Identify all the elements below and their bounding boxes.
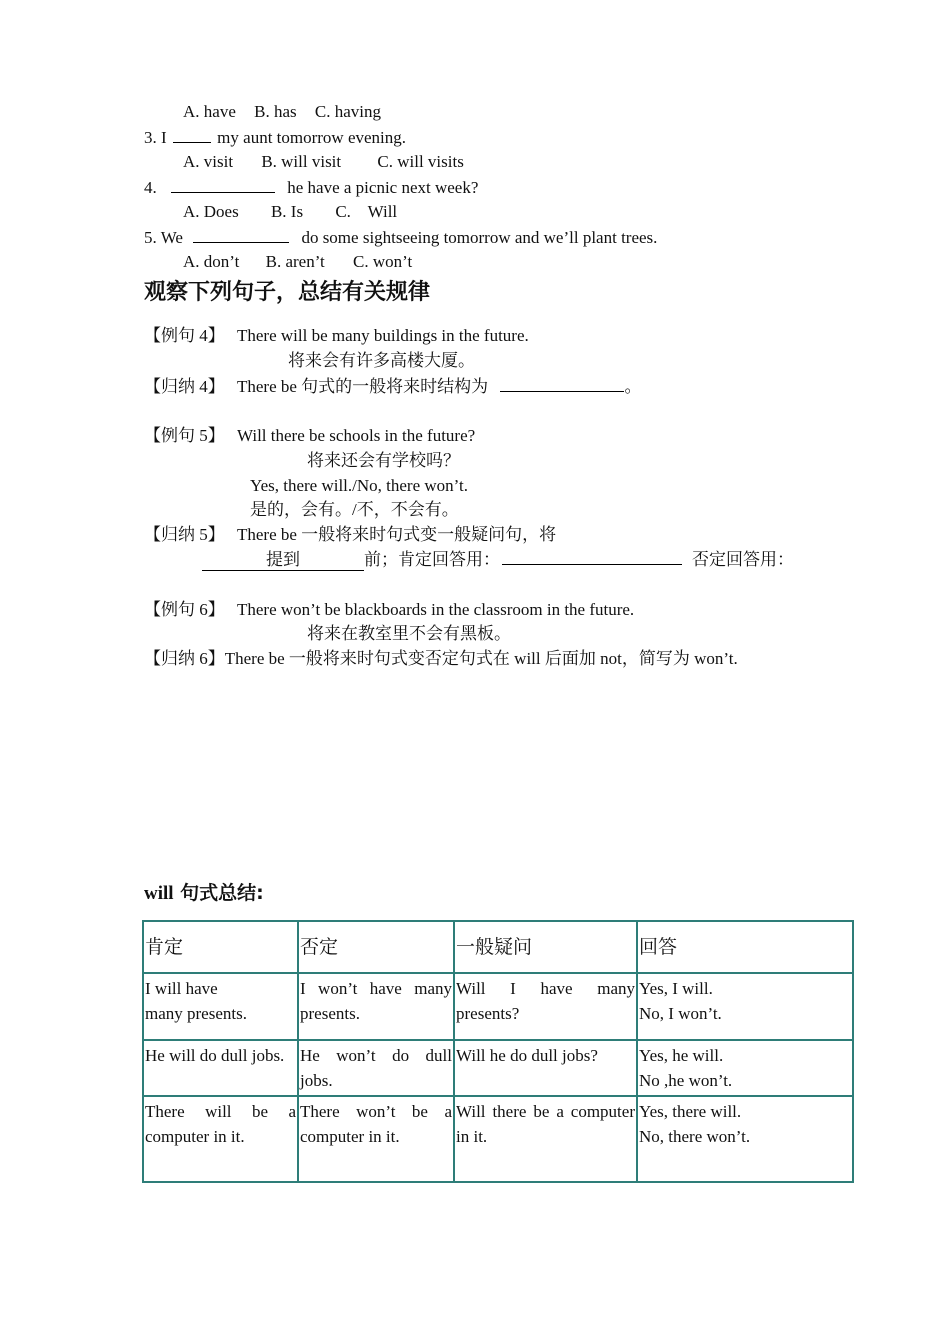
summary-5-mid: 前；肯定回答用： [364,550,500,569]
cell-affirmative: There will be a computer in it. [143,1096,298,1182]
q5-option-c: C. won’t [353,252,413,271]
example-4-zh: 将来会有许多高楼大厦。 [288,351,475,370]
question-5 [144,226,657,249]
question-3 [144,126,406,149]
summary-4-text: There be 句式的一般将来时结构为 [237,377,489,396]
cell-negative: I won’t have many presents. [298,973,454,1040]
example-5-zh: 将来还会有学校吗？ [307,451,460,470]
example-6 [144,599,634,621]
header-affirmative: 肯定 [143,921,298,973]
q3-option-a: A. visit [183,152,234,171]
header-negative: 否定 [298,921,454,973]
q5-option-a: A. don’t [183,252,240,271]
cell-affirmative [143,973,298,1040]
example-5 [144,425,475,447]
q4-blank[interactable] [171,176,275,193]
example-5-answer-en: Yes, there will./No, there won’t. [250,476,468,495]
cell-negative: He won’t do dull jobs. [298,1040,454,1096]
summary-4-blank[interactable] [500,375,624,392]
q2-option-a: A. have [183,102,236,121]
q4-option-b: B. Is [270,202,304,221]
q4-option-a: A. Does [183,202,239,221]
cell-answer [637,1096,853,1182]
q3-options [183,151,464,173]
summary-5-fill[interactable]: 提到 [202,550,364,571]
q2-option-b: B. has [254,102,297,121]
q5-prefix: 5. We [144,228,183,247]
example-5-en: Will there be schools in the future? [237,426,476,445]
summary-5 [144,524,556,546]
section-title: 观察下列句子，总结有关规律 [144,280,431,305]
cell-question: Will he do dull jobs? [454,1040,637,1096]
q5-suffix: do some sightseeing tomorrow and we’ll plant trees. [301,228,658,247]
cell-answer [637,973,853,1040]
summary-title-will: will [144,883,174,904]
q4-option-c: C. Will [335,202,398,221]
cell-line: No, there won’t. [639,1127,751,1146]
header-answer: 回答 [637,921,853,973]
cell-question: Will I have many presents? [454,973,637,1040]
example-5-answer-zh: 是的，会有。/不，不会有。 [250,500,459,519]
cell-negative: There won’t be a computer in it. [298,1096,454,1182]
summary-title-rest: 句式总结: [173,882,264,904]
summary-5-text: There be 一般将来时句式变一般疑问句，将 [237,525,557,544]
q4-suffix: he have a picnic next week? [287,178,479,197]
example-4 [144,325,529,347]
cell-affirmative: He will do dull jobs. [143,1040,298,1096]
summary-4-tag: 【归纳 4】 [144,377,225,396]
summary-4-end: 。 [624,377,642,396]
q5-blank[interactable] [193,226,289,243]
summary-5-positive-blank[interactable] [502,548,682,565]
summary-table-title [144,880,264,907]
summary-6 [144,648,738,670]
q4-prefix: 4. [144,178,157,197]
q5-options [183,251,412,273]
cell-answer [637,1040,853,1096]
cell-line: Yes, he will. [639,1046,724,1065]
cell-question: Will there be a computer in it. [454,1096,637,1182]
header-question: 一般疑问 [454,921,637,973]
summary-6-tag: 【归纳 6】 [144,649,225,668]
example-6-zh: 将来在教室里不会有黑板。 [307,624,511,643]
example-4-tag: 【例句 4】 [144,326,225,345]
q2-options [183,101,381,123]
table-header-row [143,921,853,973]
q3-option-b: B. will visit [261,152,342,171]
q3-option-c: C. will visits [377,152,464,171]
cell-line: No ,he won’t. [639,1071,733,1090]
example-4-en: There will be many buildings in the future. [237,326,529,345]
cell-line: Yes, there will. [639,1102,742,1121]
summary-5-line2 [202,548,794,571]
q3-suffix: my aunt tomorrow evening. [217,128,407,147]
example-6-en: There won’t be blackboards in the classroom in the future. [237,600,635,619]
cell-line: Yes, I will. [639,979,713,998]
q3-blank[interactable] [173,126,211,143]
summary-table [142,920,854,1183]
q4-options [183,201,397,223]
cell-line: I will have [145,979,218,998]
example-6-tag: 【例句 6】 [144,600,225,619]
summary-6-text: There be 一般将来时句式变否定句式在 will 后面加 not，简写为 won’t. [224,649,738,668]
q2-option-c: C. having [314,102,381,121]
cell-line: No, I won’t. [639,1004,722,1023]
example-5-tag: 【例句 5】 [144,426,225,445]
table-row [143,973,853,1040]
q5-option-b: B. aren’t [265,252,325,271]
summary-4 [144,375,641,398]
q3-prefix: 3. I [144,128,167,147]
question-4 [144,176,478,199]
table-row [143,1040,853,1096]
summary-5-neg: 否定回答用： [692,550,794,569]
table-row [143,1096,853,1182]
summary-5-tag: 【归纳 5】 [144,525,225,544]
cell-line: many presents. [145,1004,247,1023]
